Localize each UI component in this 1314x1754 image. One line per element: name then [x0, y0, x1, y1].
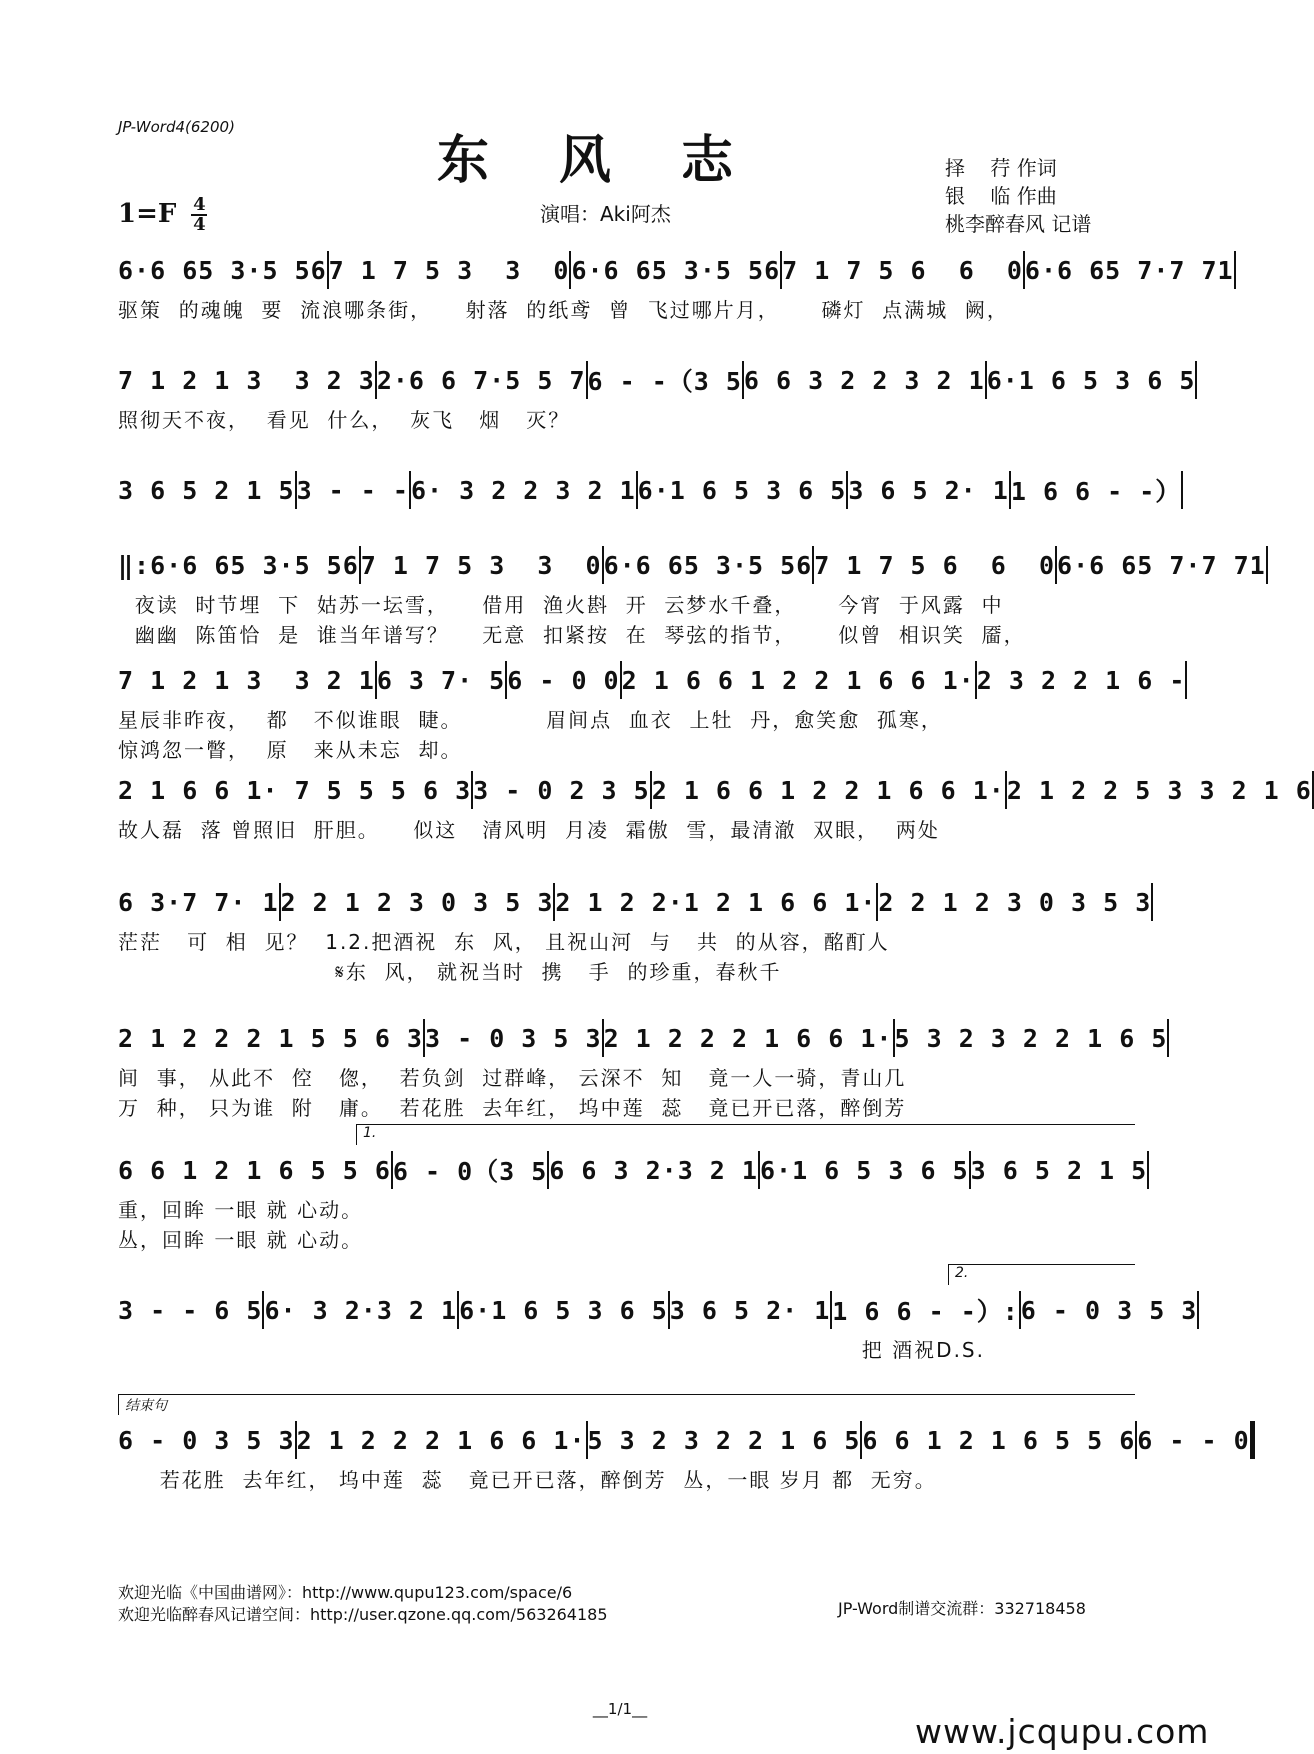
measure: 3 6 5 2 1 5	[970, 1155, 1148, 1185]
page-number: __1/1__	[592, 1700, 648, 1718]
lyric-line: 间 事， 从此不 倥 偬， 若负剑 过群峰， 云深不 知 竟一人一骑，青山几	[118, 1066, 907, 1090]
barline	[1197, 1291, 1199, 1329]
volta-bracket: 1.	[356, 1124, 1135, 1145]
barline	[1185, 661, 1187, 699]
measure: 2 1 6 6 1 2 2 1 6 6 1·	[621, 665, 975, 695]
measure: 7 1 2 1 3 3 2 1	[118, 665, 375, 695]
measure: 6 - 0 3 5 3	[1020, 1295, 1198, 1325]
measure: 6· 3 2 2 3 2 1	[410, 475, 636, 505]
lyric-line: 丛，回眸 一眼 就 心动。	[118, 1228, 364, 1252]
measure: 6·6 65 3·5 56	[571, 255, 781, 285]
key-label: 1=F	[118, 199, 177, 229]
notation-line	[118, 470, 1182, 510]
notation-line	[118, 770, 1312, 810]
lyric-line: 把 酒祝D.S.	[118, 1338, 985, 1362]
notation-line	[118, 1290, 1198, 1330]
barline	[1147, 1151, 1149, 1189]
lyric-line: 重，回眸 一眼 就 心动。	[118, 1198, 364, 1222]
lyric-line: 万 种， 只为谁 附 庸。 若花胜 去年红， 坞中莲 蕊 竟已开已落，醉倒芳	[118, 1096, 907, 1120]
barline	[1181, 471, 1183, 509]
measure: 6·1 6 5 3 6 5	[759, 1155, 969, 1185]
measure: 6 3·7 7· 1	[118, 887, 279, 917]
notation-line	[118, 250, 1234, 290]
measure: 6 6 3 2·3 2 1	[549, 1155, 758, 1185]
measure: 6 - - 0	[1137, 1425, 1250, 1455]
measure: 3 - - -	[296, 475, 409, 505]
software-label: JP-Word4(6200)	[118, 118, 235, 136]
measure: 2·6 6 7·5 5 7	[376, 365, 586, 395]
barline	[1151, 883, 1153, 921]
lyric-line: 星辰非昨夜， 都 不似谁眼 睫。 眉间点 血衣 上牡 丹，愈笑愈 孤寒，	[118, 708, 943, 732]
volta-bracket: 2.	[948, 1264, 1135, 1285]
measure: 6·6 65 3·5 56	[150, 550, 359, 580]
measure: 7 1 7 5 6 6 0	[782, 255, 1023, 285]
measure: 2 1 2 2·1 2 1 6 6 1·	[555, 887, 877, 917]
measure: 6·6 65 7·7 71	[1024, 255, 1234, 285]
key-signature	[118, 196, 207, 234]
measure: 6 - 0（3 5	[392, 1157, 548, 1186]
volta-bracket: 结束句	[118, 1394, 1135, 1415]
measure: 3 6 5 2· 1	[848, 475, 1009, 505]
measure: 2 1 2 2 2 1 5 5 6 3	[118, 1023, 423, 1053]
lyric-line: 若花胜 去年红， 坞中莲 蕊 竟已开已落，醉倒芳 丛，一眼 岁月 都 无穷。	[118, 1468, 937, 1492]
measure: 6 6 1 2 1 6 5 5 6	[862, 1425, 1136, 1455]
notation-line	[118, 1018, 1168, 1058]
measure: 6·1 6 5 3 6 5	[459, 1295, 668, 1325]
measure: 6·6 65 3·5 56	[603, 550, 813, 580]
measure: 3 6 5 2 1 5	[118, 475, 295, 505]
measure: 6 6 3 2 2 3 2 1	[743, 365, 985, 395]
lyric-line: 夜读 时节埋 下 姑苏一坛雪， 借用 渔火斟 开 云梦水千叠， 今宵 于风露 中	[118, 593, 1004, 617]
measure: 6·6 65 3·5 56	[118, 255, 327, 285]
lyric-line: 𝄋东 风， 就祝当时 携 手 的珍重，春秋千	[118, 960, 782, 984]
footer-line: 欢迎光临《中国曲谱网》：http://www.qupu123.com/space/6	[118, 1583, 573, 1602]
lyricist-credit: 择 荇 作词	[945, 156, 1057, 180]
measure: 6 - -（3 5	[587, 367, 742, 396]
measure: 6· 3 2·3 2 1	[264, 1295, 458, 1325]
measure: 1 6 6 - -）:	[832, 1297, 1019, 1326]
measure: 2 2 1 2 3 0 3 5 3	[280, 887, 554, 917]
footer-group: JP-Word制谱交流群：332718458	[838, 1599, 1086, 1618]
measure: 2 1 2 2 2 1 6 6 1·	[603, 1023, 893, 1053]
measure: 6·6 65 7·7 71	[1057, 550, 1266, 580]
barline	[1234, 251, 1236, 289]
measure: 3 - 0 3 5 3	[424, 1023, 602, 1053]
measure: 7 1 2 1 3 3 2 3	[118, 365, 375, 395]
time-signature	[191, 196, 207, 234]
lyric-line: 惊鸿忽一瞥， 原 来从未忘 却。	[118, 738, 463, 762]
measure: 1 6 6 - -）	[1010, 477, 1182, 506]
lyric-line: 驱策 的魂魄 要 流浪哪条街， 射落 的纸鸢 曾 飞过哪片月， 磷灯 点满城 阙，	[118, 298, 1009, 322]
measure: 6·1 6 5 3 6 5	[986, 365, 1196, 395]
time-bottom: 4	[193, 214, 206, 235]
credits	[945, 154, 1091, 238]
measure: 7 1 7 5 3 3 0	[360, 550, 602, 580]
measure: 3 - 0 2 3 5	[473, 775, 650, 805]
measure: 7 1 7 5 3 3 0	[328, 255, 570, 285]
song-title: 东风志	[436, 130, 803, 191]
measure: 7 1 7 5 6 6 0	[814, 550, 1056, 580]
footer-links	[118, 1582, 608, 1626]
measure: 6 3 7· 5	[376, 665, 506, 695]
notation-line	[118, 360, 1196, 400]
notation-line	[118, 1420, 1250, 1460]
time-top: 4	[193, 194, 206, 215]
measure: 6 - 0 0	[507, 665, 620, 695]
measure: 6 6 1 2 1 6 5 5 6	[118, 1155, 391, 1185]
measure: 5 3 2 3 2 2 1 6 5	[894, 1023, 1168, 1053]
notation-line	[118, 1150, 1148, 1190]
measure: 2 1 6 6 1· 7 5 5 5 6 3	[118, 775, 472, 805]
repeat-start: ‖:	[118, 550, 151, 580]
transcriber-credit: 桃李醉春风 记谱	[945, 212, 1092, 236]
measure: 2 1 2 2 2 1 6 6 1·	[296, 1425, 586, 1455]
measure: 3 - - 6 5	[118, 1295, 263, 1325]
measure: 6 - 0 3 5 3	[118, 1425, 295, 1455]
barline	[1195, 361, 1197, 399]
notation-line	[118, 545, 1266, 585]
measure: 3 6 5 2· 1	[669, 1295, 831, 1325]
measure: 6·1 6 5 3 6 5	[637, 475, 847, 505]
composer-credit: 银 临 作曲	[945, 184, 1057, 208]
notation-line	[118, 882, 1152, 922]
measure: 2 3 2 2 1 6 -	[976, 665, 1186, 695]
lyric-line: 茫茫 可 相 见？ 1.2.把酒祝 东 风， 且祝山河 与 共 的从容，酩酊人	[118, 930, 890, 954]
lyric-line: 照彻天不夜， 看见 什么， 灰飞 烟 灭？	[118, 408, 571, 432]
lyric-line: 幽幽 陈笛恰 是 谁当年谱写？ 无意 扣紧按 在 琴弦的指节， 似曾 相识笑 靥，	[118, 623, 1026, 647]
barline	[1250, 1421, 1255, 1459]
measure: 5 3 2 3 2 2 1 6 5	[587, 1425, 861, 1455]
footer-line: 欢迎光临醉春风记谱空间：http://user.qzone.qq.com/563264185	[118, 1605, 608, 1624]
measure: 2 1 2 2 5 3 3 2 1 6	[1006, 775, 1312, 805]
measure: 2 2 1 2 3 0 3 5 3	[878, 887, 1152, 917]
measure: 2 1 6 6 1 2 2 1 6 6 1·	[651, 775, 1005, 805]
watermark: www.jcqupu.com	[915, 1712, 1210, 1751]
lyric-line: 故人磊 落 曾照旧 肝胆。 似这 清风明 月凌 霜傲 雪，最清澈 双眼， 两处	[118, 818, 940, 842]
barline	[1266, 546, 1268, 584]
notation-line	[118, 660, 1186, 700]
barline	[1167, 1019, 1169, 1057]
singer-credit: 演唱：Aki阿杰	[540, 202, 671, 226]
